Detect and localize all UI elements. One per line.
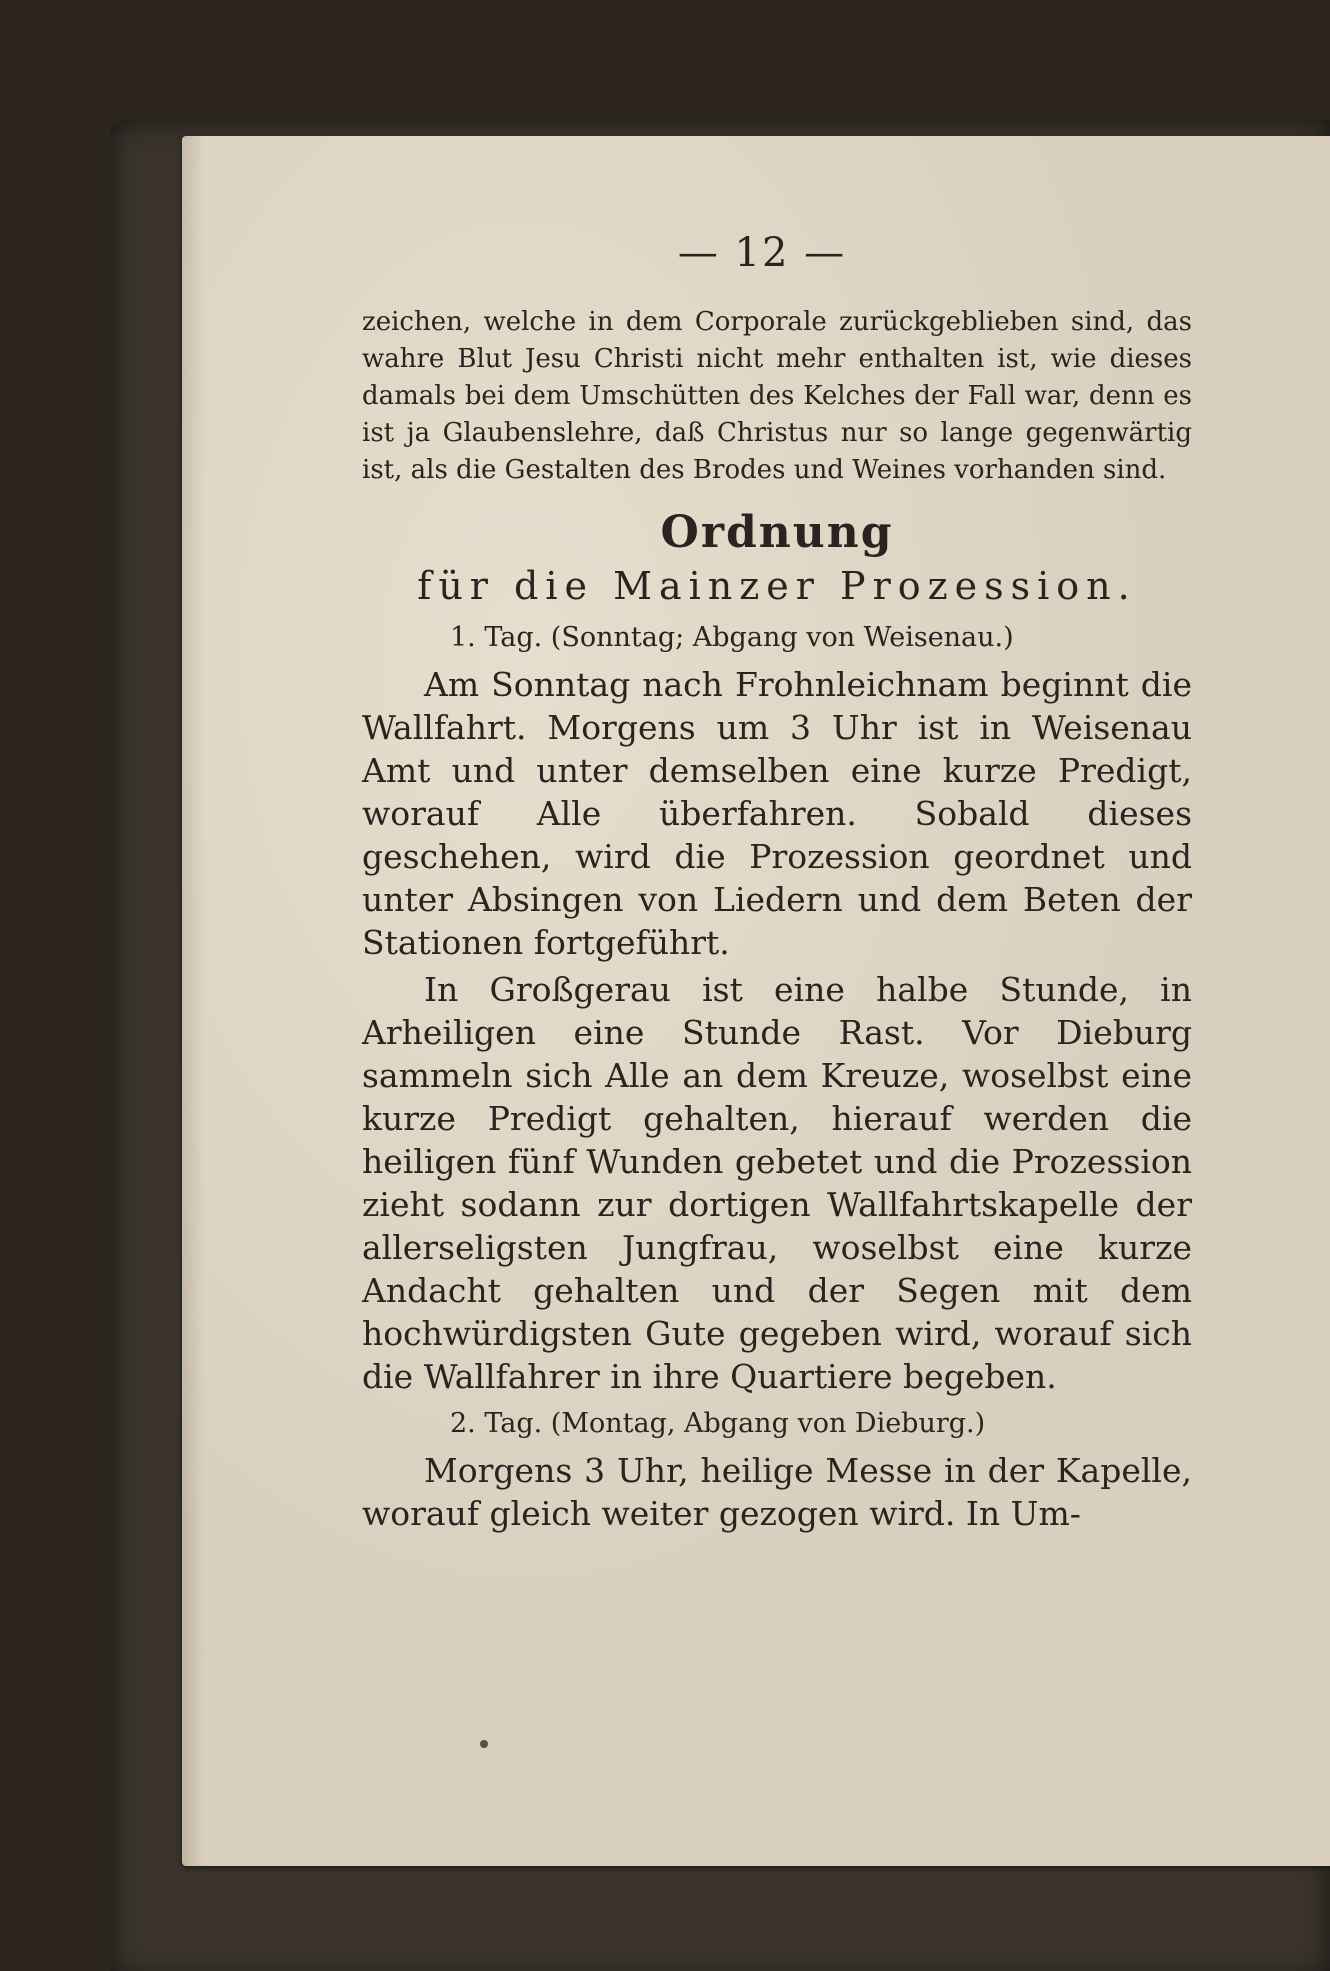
section-heading: Ordnung — [660, 507, 894, 558]
page-number: — 12 — — [677, 230, 847, 276]
intro-paragraph: zeichen, welche in dem Corporale zurückgeblieben sind, das wahre Blut Jesu Christi nicht mehr enthalten ist, wie dieses damals bei dem Umschütten des Kelches der Fall war, denn es ist ja Glaubenslehre, daß Christus nur so lange gegenwärtig ist, als die Gestalten des Brodes und Weines vorhanden sind. — [362, 307, 1192, 485]
day-2-paragraph-1: Morgens 3 Uhr, heilige Messe in der Kapelle, worauf gleich weiter gezogen wird. In Um- — [362, 1451, 1192, 1533]
day-1-paragraph-2: In Großgerau ist eine halbe Stunde, in Arheiligen eine Stunde Rast. Vor Dieburg sammeln sich Alle an dem Kreuze, woselbst eine kurze Predigt gehalten, hierauf werden die heiligen fünf Wunden gebetet und die Prozession zieht sodann zur dortigen Wallfahrtskapelle der allerseligsten Jungfrau, woselbst eine kurze Andacht gehalten und der Segen mit dem hochwürdigsten Gute gegeben wird, worauf sich die Wallfahrer in ihre Quartiere begeben. — [362, 970, 1192, 1396]
day-2-label: 2. Tag. (Montag, Abgang von Dieburg.) — [450, 1408, 986, 1439]
paper-speck — [480, 1740, 488, 1748]
page-text — [362, 230, 1192, 1539]
day-1-paragraph-1: Am Sonntag nach Frohnleichnam beginnt die Wallfahrt. Morgens um 3 Uhr ist in Weisenau Amt und unter demselben eine kurze Predigt, worauf Alle überfahren. Sobald dieses geschehen, wird die Prozession geordnet und unter Absingen von Liedern und dem Beten der Stationen fortgeführt. — [362, 665, 1192, 962]
day-1-label: 1. Tag. (Sonntag; Abgang von Weisenau.) — [450, 622, 1014, 653]
section-subheading: für die Mainzer Prozession. — [417, 564, 1137, 608]
